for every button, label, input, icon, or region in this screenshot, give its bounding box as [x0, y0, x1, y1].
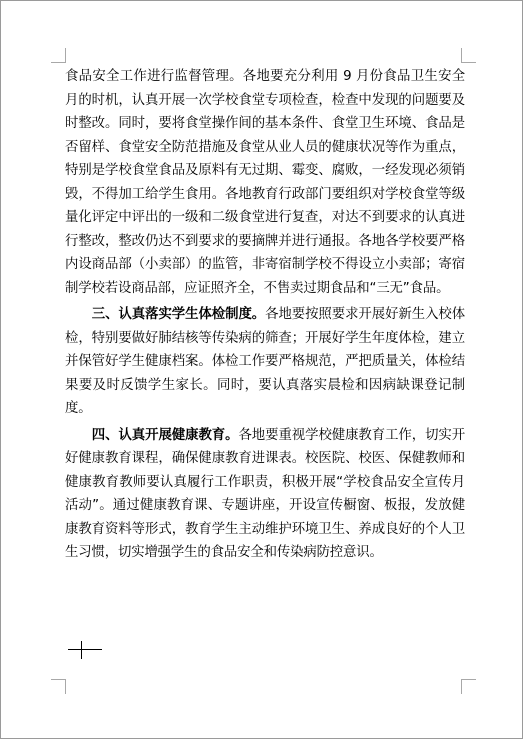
document-body[interactable] [65, 65, 465, 565]
paragraph-text: 食品安全工作进行监督管理。各地要充分利用 9 月份食品卫生安全月的时机，认真开展一次学校食堂专项检查，检查中发现的问题要及时整改。同时，要将食堂操作间的基本条件、食堂卫生环境、食品是否留样、食堂安全防范措施及食堂从业人员的健康状况等作为重点，特别是学校食堂食品及原料有无过期、霉变、腐败，一经发现必须销毁，不得加工给学生食用。各地教育行政部门要组织对学校食堂等级量化评定中评出的一级和二级食堂进行复查，对达不到要求的认真进行整改，整改仍达不到要求的要摘牌并进行通报。各地各学校要严格内设商品部（小卖部）的监管，非寄宿制学校不得设立小卖部；寄宿制学校若设商品部，应证照齐全，不售卖过期食品和“三无”食品。 [65, 69, 465, 296]
crop-mark-bottom-right [461, 679, 476, 694]
paragraph-text: 各地要按照要求开展好新生入校体检，特别要做好肺结核等传染病的筛查；开展好学生年度体检，建立并保管好学生健康档案。体检工作要严格规范，严把质量关，体检结果要及时反馈学生家长。同时，要认真落实晨检和因病缺课登记制度。 [65, 307, 465, 416]
paragraph-food-safety [65, 65, 465, 300]
text-cursor-icon [68, 641, 102, 659]
section-heading: 四、认真开展健康教育。 [91, 427, 239, 443]
crop-mark-top-left [51, 48, 66, 63]
section-heading: 三、认真落实学生体检制度。 [91, 307, 266, 322]
crop-mark-top-right [461, 48, 476, 63]
paragraph-health-check [65, 303, 465, 421]
paragraph-text: 各地要重视学校健康教育工作，切实开好健康教育课程，确保健康教育进课表。校医院、校医、保健教师和健康教育教师要认真履行工作职责，积极开展“学校食品安全宣传月活动”。通过健康教育课、专题讲座，开设宣传橱窗、板报，发放健康教育资料等形式，教育学生主动维护环境卫生、养成良好的个人卫生习惯，切实增强学生的食品安全和传染病防控意识。 [65, 427, 465, 560]
crop-mark-bottom-left [51, 679, 66, 694]
paragraph-health-education [65, 424, 465, 565]
